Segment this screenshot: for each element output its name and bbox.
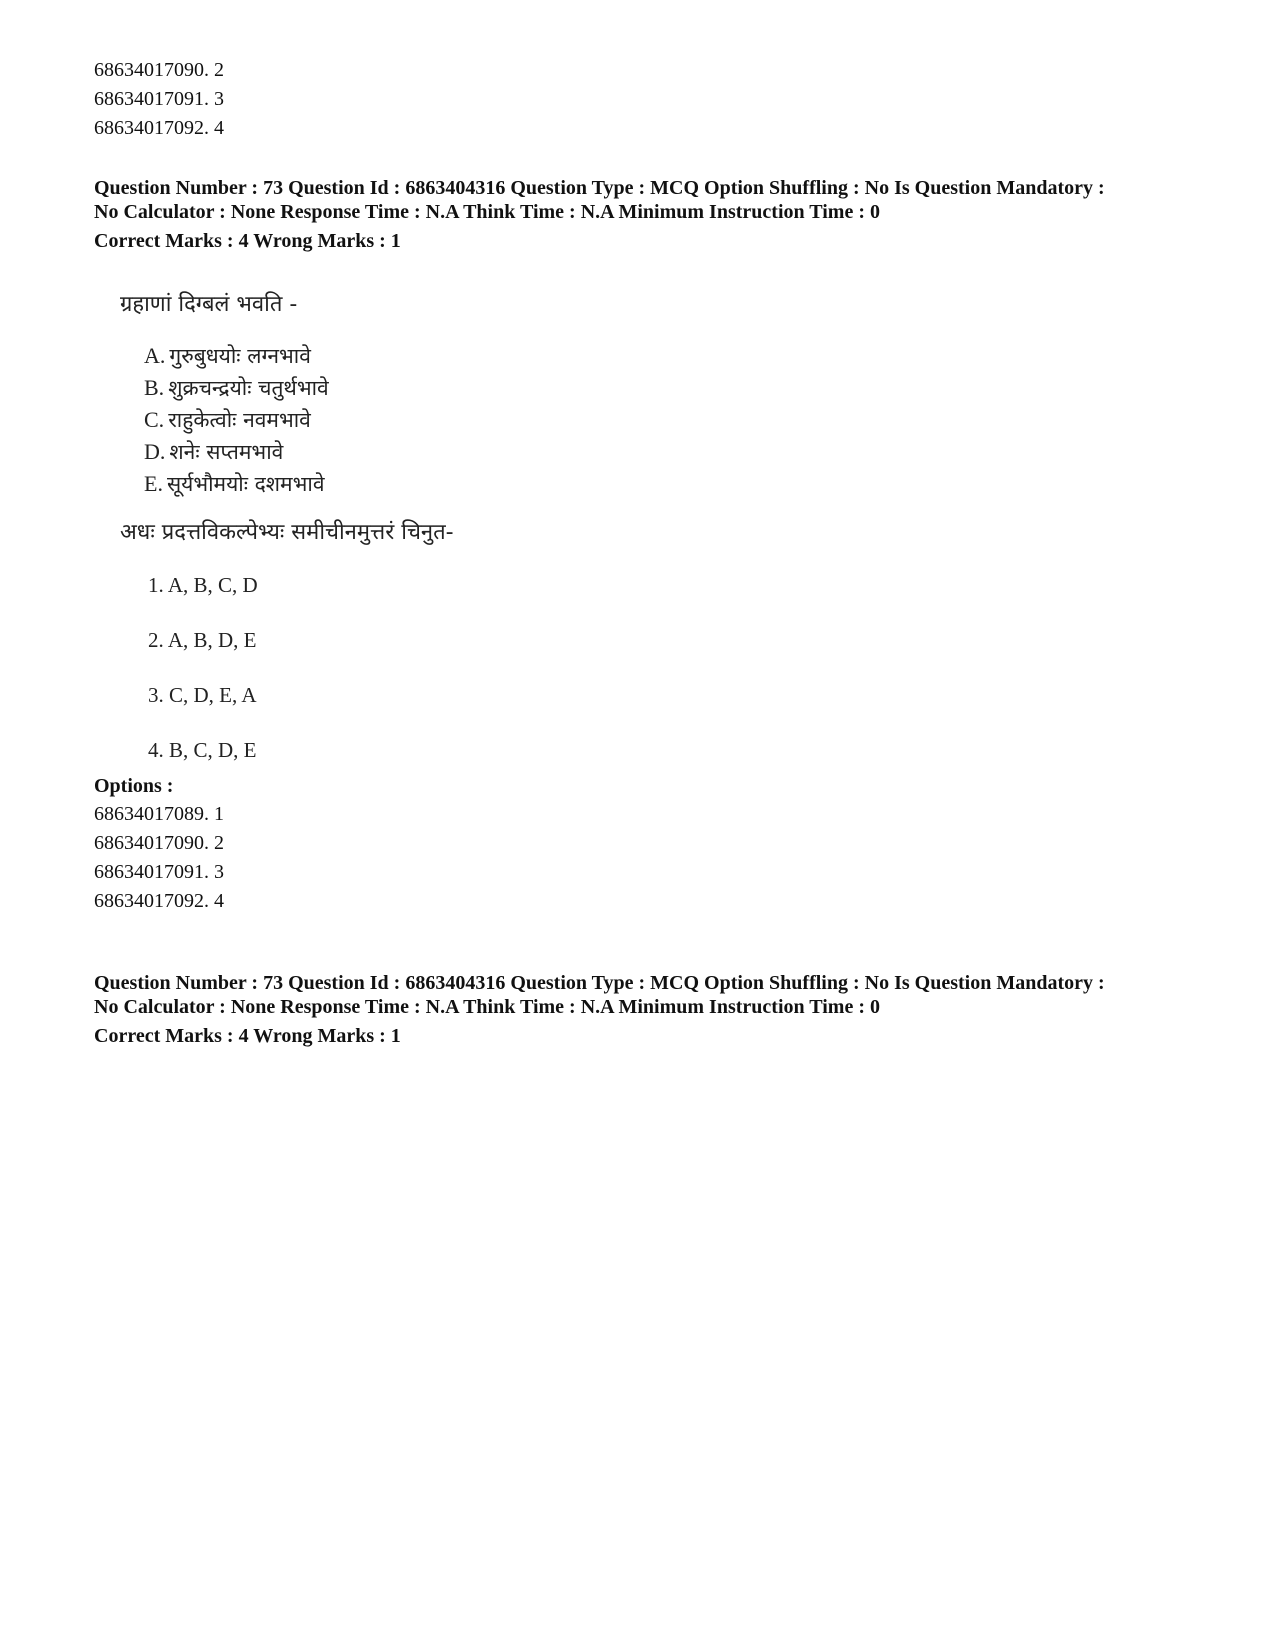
question-instruction: अधः प्रदत्तविकल्पेभ्यः समीचीनमुत्तरं चिनुत- bbox=[120, 520, 454, 545]
answer-choice-list bbox=[148, 570, 720, 765]
statement-letter: B. bbox=[144, 375, 165, 400]
option-line: 68634017091. 3 bbox=[94, 861, 224, 883]
statement-item bbox=[144, 372, 720, 404]
statement-item bbox=[144, 404, 720, 436]
option-line: 68634017090. 2 bbox=[94, 832, 224, 854]
question-marks: Correct Marks : 4 Wrong Marks : 1 bbox=[94, 230, 401, 252]
statement-letter: D. bbox=[144, 439, 166, 464]
statement-item bbox=[144, 436, 720, 468]
question-meta bbox=[94, 971, 1194, 1048]
options-section bbox=[94, 772, 1194, 916]
question-stem: ग्रहाणां दिग्बलं भवति - bbox=[120, 292, 298, 317]
option-line: 68634017089. 1 bbox=[94, 803, 224, 825]
statement-letter: A. bbox=[144, 343, 166, 368]
option-line: 68634017092. 4 bbox=[94, 890, 224, 912]
statement-text: राहुकेत्वोः नवमभावे bbox=[168, 408, 311, 432]
answer-choice: 1. A, B, C, D bbox=[148, 573, 258, 597]
question-meta-line-2: No Calculator : None Response Time : N.A Think Time : N.A Minimum Instruction Time : 0 bbox=[94, 996, 880, 1018]
statement-list bbox=[144, 340, 720, 500]
option-line: 68634017090. 2 bbox=[94, 59, 224, 81]
answer-choice: 4. B, C, D, E bbox=[148, 738, 257, 762]
answer-choice: 3. C, D, E, A bbox=[148, 683, 257, 707]
question-body bbox=[120, 290, 720, 790]
statement-letter: C. bbox=[144, 407, 165, 432]
statement-text: शनेः सप्तमभावे bbox=[169, 440, 284, 464]
statement-letter: E. bbox=[144, 471, 163, 496]
option-line: 68634017091. 3 bbox=[94, 88, 224, 110]
question-meta-line-1: Question Number : 73 Question Id : 6863404316 Question Type : MCQ Option Shuffling : No Is Question Mandatory : bbox=[94, 972, 1105, 994]
question-marks: Correct Marks : 4 Wrong Marks : 1 bbox=[94, 1025, 401, 1047]
question-meta-line-1: Question Number : 73 Question Id : 6863404316 Question Type : MCQ Option Shuffling : No Is Question Mandatory : bbox=[94, 177, 1105, 199]
statement-item bbox=[144, 340, 720, 372]
statement-text: गुरुबुधयोः लग्नभावे bbox=[169, 344, 311, 368]
statement-text: शुक्रचन्द्रयोः चतुर्थभावे bbox=[168, 376, 329, 400]
statement-text: सूर्यभौमयोः दशमभावे bbox=[166, 472, 325, 496]
question-meta bbox=[94, 176, 1194, 253]
options-label: Options : bbox=[94, 775, 174, 797]
question-meta-line-2: No Calculator : None Response Time : N.A Think Time : N.A Minimum Instruction Time : 0 bbox=[94, 201, 880, 223]
statement-item bbox=[144, 468, 720, 500]
previous-options-list bbox=[94, 56, 1194, 143]
option-line: 68634017092. 4 bbox=[94, 117, 224, 139]
answer-choice: 2. A, B, D, E bbox=[148, 628, 257, 652]
